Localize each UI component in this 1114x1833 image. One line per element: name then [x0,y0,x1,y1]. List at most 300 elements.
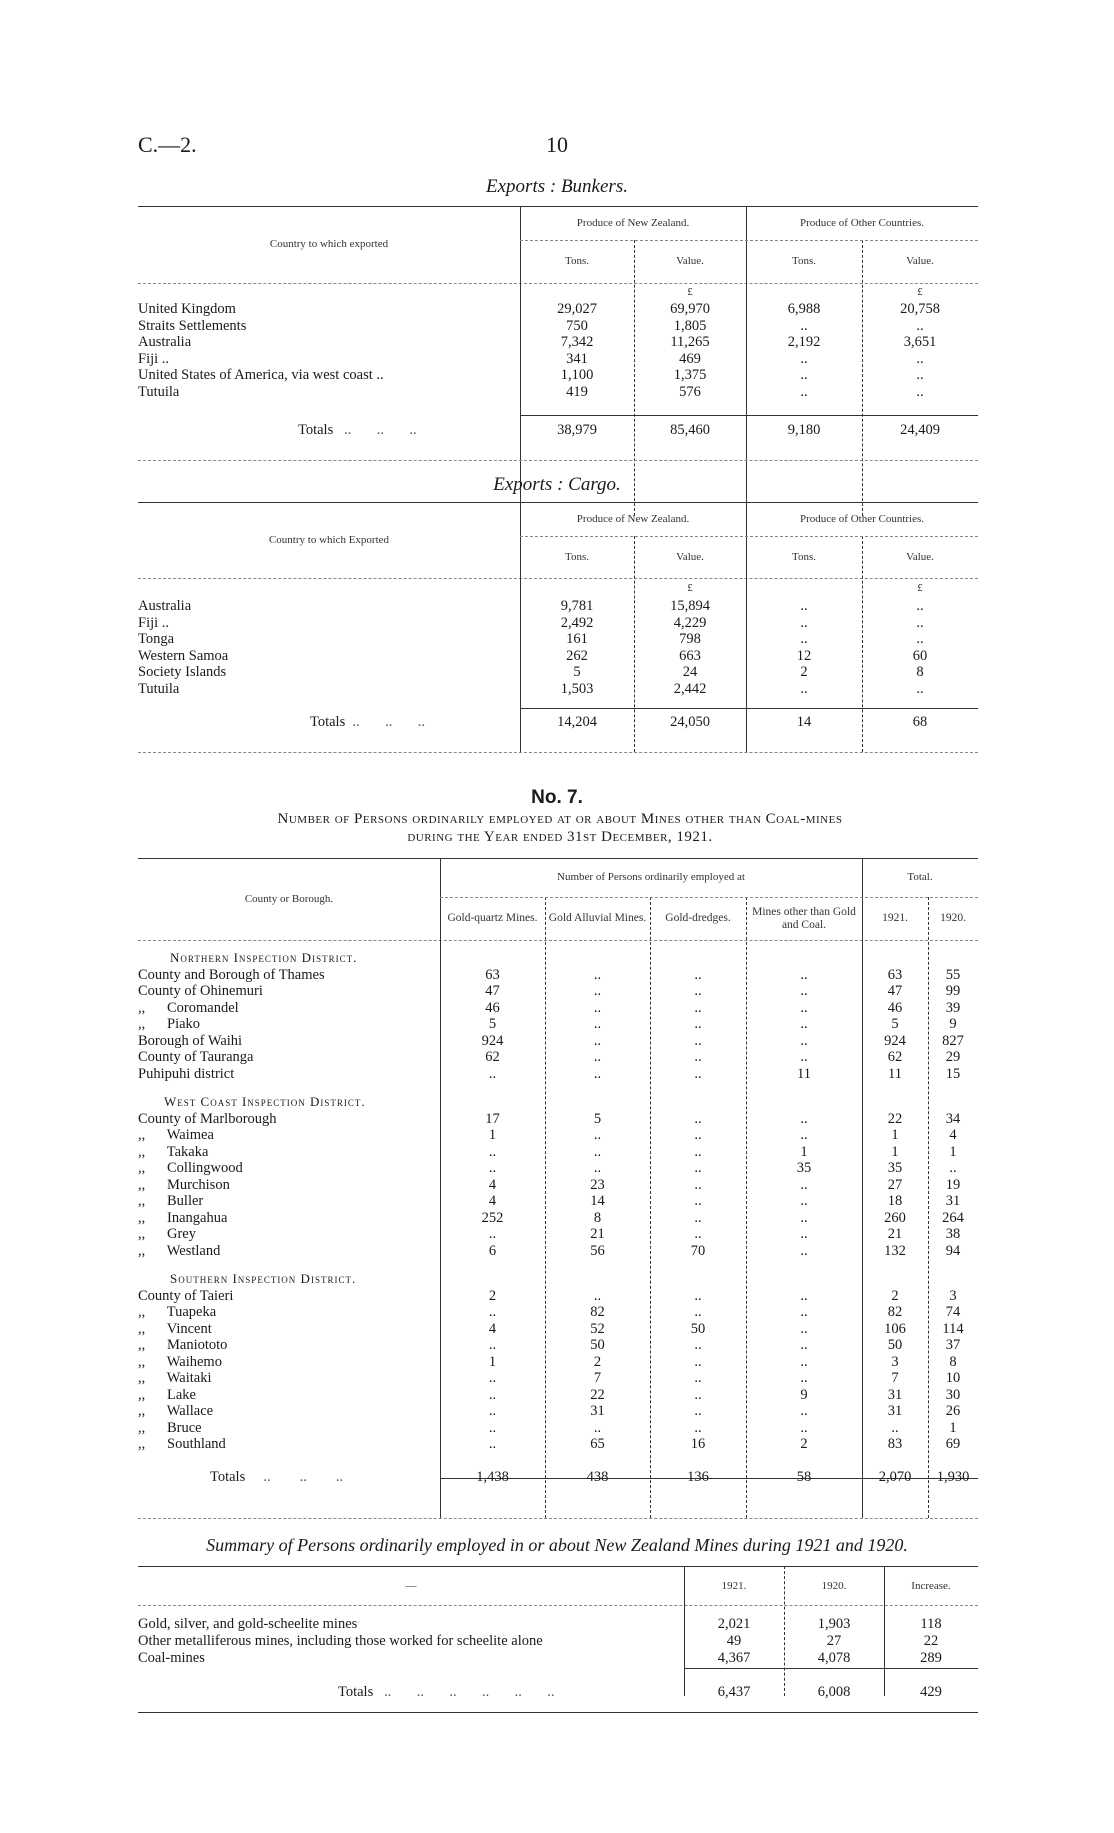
bunkers-total-oc-value: 24,409 [900,421,940,438]
county-name: County and Borough of Thames [138,966,325,983]
cargo-head-nz-value: Value. [676,550,704,563]
table-cell: 55 [945,966,961,983]
table-cell: .. [694,1065,702,1082]
table7-head-county: County or Borough. [244,892,334,905]
table-row [138,1387,978,1404]
oc-tons: 2,192 [787,334,821,350]
nz-value: 24 [682,664,698,680]
table-cell: .. [488,1419,497,1436]
summary-row [138,1633,978,1650]
table-cell: 19 [945,1176,961,1193]
table-row [138,1370,978,1387]
summary-cell: 22 [923,1633,939,1650]
summary-head-col: 1921. [721,1579,747,1592]
table-cell: 4 [949,1127,957,1143]
county-name: County of Taieri [138,1287,234,1304]
cargo-head-nz-tons: Tons. [565,550,589,563]
bunkers-row [138,384,978,401]
table-cell: 14 [590,1193,605,1209]
table-cell: 63 [485,966,500,983]
table7-totals-row: Totals .. .. .. 1,438 438 136 58 2,070 1,930 [138,1459,978,1497]
table-cell: 11 [797,1065,811,1082]
cargo-head-other: Produce of Other Countries. [799,512,925,525]
table-cell: .. [800,1370,808,1386]
country-name: Fiji .. [138,614,170,631]
table-row [138,1354,978,1371]
nz-tons: 1,503 [560,680,594,697]
cargo-head-oc-tons: Tons. [792,550,816,563]
county-name: Borough of Waihi [138,1032,243,1049]
nz-tons: 750 [566,317,588,334]
table-cell: 82 [887,1304,903,1320]
nz-value: 15,894 [670,598,710,614]
table-cell: 3 [891,1353,899,1370]
table-cell: .. [488,1386,497,1403]
bunkers-row [138,367,978,384]
summary-total: 429 [920,1683,942,1700]
country-name: United Kingdom [138,301,236,317]
district-heading: Northern Inspection District. [170,950,358,965]
table-cell: 31 [887,1386,903,1403]
county-name: ,, Takaka [138,1143,209,1160]
oc-value: .. [916,614,924,631]
table-cell: 15 [945,1065,961,1082]
table-cell: .. [694,1143,702,1160]
county-name: ,, Maniototo [138,1337,228,1353]
nz-tons: 341 [566,350,588,367]
table7-head-col: 1921. [882,912,908,924]
table-cell: 37 [945,1337,961,1353]
table-cell: 264 [942,1209,964,1226]
table-cell: 35 [887,1160,903,1176]
table-cell: .. [593,1065,602,1082]
table-cell: 56 [590,1242,605,1259]
oc-tons: 6,988 [787,301,821,317]
summary-row [138,1650,978,1667]
county-name: County of Tauranga [138,1049,254,1065]
table-cell: 31 [887,1403,903,1419]
district-heading-row [138,1094,978,1111]
table-row [138,1304,978,1321]
bunkers-total-nz-value: 85,460 [670,421,710,438]
county-name: ,, Lake [138,1386,196,1403]
bunkers-row [138,334,978,351]
table-cell: .. [593,999,602,1016]
table-cell: 260 [884,1209,906,1226]
table-cell: 1 [800,1143,808,1160]
table-cell: .. [800,1127,808,1143]
cargo-total-oc-tons: 14 [796,713,812,730]
table-cell: .. [694,966,702,983]
table-cell: .. [488,1143,497,1160]
table-cell: 46 [485,999,500,1016]
table-cell: 35 [796,1160,812,1176]
currency-symbol: £ [917,581,923,594]
cargo-head-nz: Produce of New Zealand. [576,512,690,525]
table-cell: .. [800,1176,808,1193]
nz-tons: 1,100 [560,367,594,383]
table-cell: .. [800,1242,808,1259]
oc-value: 8 [916,664,924,680]
cargo-totals-row: Totals .. .. .. 14,204 24,050 14 68 [138,703,978,741]
table-cell: .. [593,1049,602,1065]
county-name: ,, Buller [138,1193,204,1209]
bunkers-head-nz-value: Value. [676,255,704,268]
county-name: ,, Bruce [138,1419,202,1436]
cargo-row [138,598,978,615]
table-cell: .. [593,1419,602,1436]
table-cell: 82 [590,1304,605,1320]
summary-cell: 118 [920,1616,942,1633]
table7 [138,858,978,1497]
county-name: ,, Waitaki [138,1370,212,1386]
country-name: Tutuila [138,383,180,400]
table-row [138,1127,978,1144]
table-cell: .. [694,1016,702,1032]
bunkers-head-country: Country to which exported [269,238,389,251]
table-cell: .. [694,1386,702,1403]
table-row [138,1160,978,1177]
table-cell: 63 [887,966,903,983]
nz-value: 11,265 [670,334,710,350]
bunkers-row [138,351,978,368]
table-row [138,1016,978,1033]
bunkers-head-oc-value: Value. [906,255,934,268]
nz-tons: 262 [566,647,588,664]
summary-label: Coal-mines [138,1650,205,1667]
cargo-row [138,631,978,648]
table-cell: 1 [949,1143,957,1160]
table-cell: 2 [593,1353,602,1370]
county-name: County of Ohinemuri [138,983,263,999]
cargo-row [138,615,978,632]
oc-tons: .. [800,367,808,383]
table7-total: 58 [796,1469,812,1486]
table7-head-col: Gold-dredges. [665,912,731,924]
table-cell: 924 [481,1032,504,1049]
table-cell: 65 [590,1436,605,1452]
currency-symbol: £ [687,285,693,298]
table-cell: 31 [590,1403,605,1419]
table7-total: 1,438 [476,1469,509,1486]
table-cell: .. [694,1049,702,1065]
totals-label: Totals [298,421,334,438]
table-row [138,1243,978,1260]
oc-tons: .. [800,350,808,367]
county-name: ,, Grey [138,1226,196,1242]
bunkers-total-oc-tons: 9,180 [787,421,821,438]
table-cell: .. [800,999,808,1016]
table-cell: 38 [945,1226,961,1242]
nz-tons: 29,027 [557,301,597,317]
table7-head-col: 1920. [940,912,966,924]
county-name: ,, Waimea [138,1127,214,1143]
county-name: ,, Vincent [138,1320,212,1337]
currency-symbol: £ [687,581,693,594]
county-name: ,, Southland [138,1436,226,1452]
table-cell: 21 [590,1226,605,1242]
table7-title-line1: Number of Persons ordinarily employed at or about Mines other than Coal-mines [277,811,843,827]
table-row [138,1321,978,1338]
summary-total: 6,437 [717,1683,751,1700]
table-cell: 62 [887,1049,903,1065]
table-cell: 114 [942,1320,964,1337]
table-row [138,1288,978,1305]
cargo-row [138,681,978,698]
table-cell: 5 [488,1016,497,1032]
table-cell: 9 [800,1386,808,1403]
summary-total: 6,008 [817,1683,851,1700]
county-name: Puhipuhi district [138,1065,235,1082]
nz-value: 798 [679,631,701,647]
oc-value: .. [916,631,924,647]
table-cell: 1 [488,1353,497,1370]
county-name: ,, Murchison [138,1176,230,1193]
table-cell: .. [694,999,702,1016]
table-cell: 70 [690,1242,706,1259]
summary-label: Other metalliferous mines, including those worked for scheelite alone [138,1633,543,1650]
table-cell: 74 [945,1304,961,1320]
oc-value: .. [916,367,924,383]
table-cell: 10 [945,1370,961,1386]
table-cell: .. [593,1160,602,1176]
county-name: ,, Waihemo [138,1353,222,1370]
table-cell: .. [694,983,702,999]
summary-cell: 289 [920,1650,942,1667]
table-cell: 8 [949,1353,957,1370]
table-cell: .. [800,1320,808,1337]
nz-value: 469 [679,350,701,367]
cargo-row [138,664,978,681]
oc-tons: .. [800,598,808,614]
table-cell: .. [694,1287,702,1304]
table-cell: .. [800,1209,808,1226]
table-cell: 22 [887,1110,903,1127]
table-cell: .. [593,1127,602,1143]
table-row [138,1210,978,1227]
page-reference: C.—2. [138,132,197,157]
table-cell: 11 [888,1065,902,1082]
table-cell: .. [800,983,808,999]
table-cell: 50 [590,1337,605,1353]
table-cell: .. [800,1226,808,1242]
table-row [138,1337,978,1354]
table-row [138,1111,978,1128]
table-cell: 1 [891,1127,899,1143]
table-cell: 1 [488,1127,497,1143]
table7-head-group: Number of Persons ordinarily employed at [557,871,745,884]
country-name: Tonga [138,631,175,647]
table-cell: 69 [945,1436,961,1452]
cargo-total-oc-value: 68 [912,713,928,730]
cargo-total-nz-tons: 14,204 [557,713,597,730]
table-cell: .. [694,1370,702,1386]
table-cell: .. [694,1032,702,1049]
bunkers-table [138,206,978,452]
table-cell: .. [800,966,808,983]
table-row [138,1049,978,1066]
nz-tons: 5 [573,664,581,680]
table-cell: .. [800,1110,808,1127]
bunkers-head-other: Produce of Other Countries. [799,216,925,229]
table-cell: .. [800,1032,808,1049]
oc-value: .. [916,317,924,334]
oc-tons: .. [800,680,808,697]
table-cell: .. [488,1226,497,1242]
oc-tons: 12 [796,647,812,664]
table-cell: 50 [690,1320,706,1337]
oc-tons: .. [800,317,808,334]
bunkers-row [138,301,978,318]
nz-tons: 161 [566,631,588,647]
summary-table [138,1566,978,1711]
oc-value: .. [916,350,924,367]
bunkers-row [138,318,978,335]
oc-value: .. [916,383,924,400]
table-cell: 8 [593,1209,602,1226]
bunkers-head-nz: Produce of New Zealand. [576,216,690,229]
table-cell: 83 [887,1436,903,1452]
table-cell: .. [800,1049,808,1065]
table-cell: 924 [884,1032,906,1049]
table-cell: 23 [590,1176,605,1193]
summary-totals-row: Totals .. .. .. .. .. .. 6,437 6,008 429 [138,1673,978,1711]
table-cell: .. [694,1110,702,1127]
nz-value: 1,375 [673,367,707,383]
county-name: ,, Westland [138,1242,221,1259]
table-cell: 39 [945,999,961,1016]
summary-cell: 27 [826,1633,842,1650]
county-name: ,, Tuapeka [138,1304,217,1320]
cargo-head-country: Country to which Exported [268,533,390,546]
table-cell: 9 [949,1016,957,1032]
table-cell: 62 [485,1049,500,1065]
table-cell: 2 [800,1436,808,1452]
table-cell: .. [488,1065,497,1082]
summary-cell: 2,021 [717,1616,751,1633]
table-cell: .. [694,1127,702,1143]
table-row [138,1177,978,1194]
table-cell: .. [488,1160,497,1176]
page-number: 10 [546,132,568,157]
country-name: Australia [138,334,192,350]
table-cell: .. [593,1032,602,1049]
table-cell: 52 [590,1320,605,1337]
table-cell: 29 [945,1049,961,1065]
oc-value: 20,758 [900,301,940,317]
table7-head-col: Mines other than Gold and Coal. [752,905,856,931]
cargo-row [138,648,978,665]
oc-tons: .. [800,631,808,647]
table-cell: .. [488,1370,497,1386]
table-cell: 34 [945,1110,961,1127]
table-row [138,1193,978,1210]
district-heading: Southern Inspection District. [170,1271,357,1286]
table-row [138,1420,978,1437]
table-cell: 4 [488,1320,497,1337]
table-cell: 46 [887,999,903,1016]
summary-head-blank: — [405,1579,417,1592]
table-cell: .. [593,1143,602,1160]
oc-value: 3,651 [903,334,937,350]
table-cell: 22 [590,1386,605,1403]
table7-head-col: Gold Alluvial Mines. [548,912,647,924]
country-name: Straits Settlements [138,317,247,334]
table-cell: .. [694,1209,702,1226]
cargo-table [138,502,978,741]
nz-value: 4,229 [673,614,707,631]
table-cell: .. [694,1226,702,1242]
summary-label: Gold, silver, and gold-scheelite mines [138,1616,358,1633]
table7-total: 136 [687,1469,709,1486]
table-cell: 252 [481,1209,504,1226]
table-cell: .. [488,1403,497,1419]
table-cell: .. [694,1353,702,1370]
table-cell: 7 [593,1370,602,1386]
currency-symbol: £ [917,285,923,298]
district-heading: West Coast Inspection District. [164,1094,366,1109]
table-cell: 18 [887,1193,903,1209]
table-cell: .. [593,966,602,983]
table7-title [130,810,990,846]
cargo-caption: Exports : Cargo. [493,474,621,495]
table-cell: 2 [488,1287,497,1304]
table-cell: .. [800,1403,808,1419]
table-cell: .. [694,1403,702,1419]
cargo-head-oc-value: Value. [906,550,934,563]
table7-number: No. 7. [531,787,583,808]
oc-value: .. [916,598,924,614]
oc-tons: .. [800,614,808,631]
nz-tons: 9,781 [560,598,594,614]
table-row [138,1144,978,1161]
table-cell: .. [800,1353,808,1370]
nz-value: 576 [679,383,701,400]
table-cell: 94 [945,1242,961,1259]
bunkers-totals-row: Totals .. .. .. 38,979 85,460 9,180 24,409 [138,408,978,452]
nz-tons: 419 [566,383,588,400]
table-cell: .. [593,983,602,999]
table-cell: .. [800,1419,808,1436]
bunkers-head-oc-tons: Tons. [792,255,816,268]
table-cell: 30 [945,1386,961,1403]
table-cell: 21 [887,1226,903,1242]
table-cell: .. [694,1193,702,1209]
table-cell: 50 [887,1337,903,1353]
table-cell: 26 [945,1403,961,1419]
table-cell: .. [488,1436,497,1452]
nz-value: 2,442 [673,680,707,697]
table-cell: 47 [887,983,903,999]
oc-value: 60 [912,647,928,664]
bunkers-total-nz-tons: 38,979 [557,421,597,438]
table-cell: .. [694,1176,702,1193]
nz-value: 1,805 [673,317,707,334]
table-cell: .. [488,1337,497,1353]
country-name: Society Islands [138,664,227,680]
table-cell: .. [800,1016,808,1032]
table-row [138,983,978,1000]
table-cell: 4 [488,1193,497,1209]
bunkers-caption: Exports : Bunkers. [486,176,628,197]
table-cell: 2 [891,1287,899,1304]
table-cell: 7 [891,1370,899,1386]
table-cell: .. [800,1304,808,1320]
table-cell: .. [800,1193,808,1209]
table-cell: .. [694,1419,702,1436]
table-row [138,1000,978,1017]
table-cell: .. [949,1160,957,1176]
